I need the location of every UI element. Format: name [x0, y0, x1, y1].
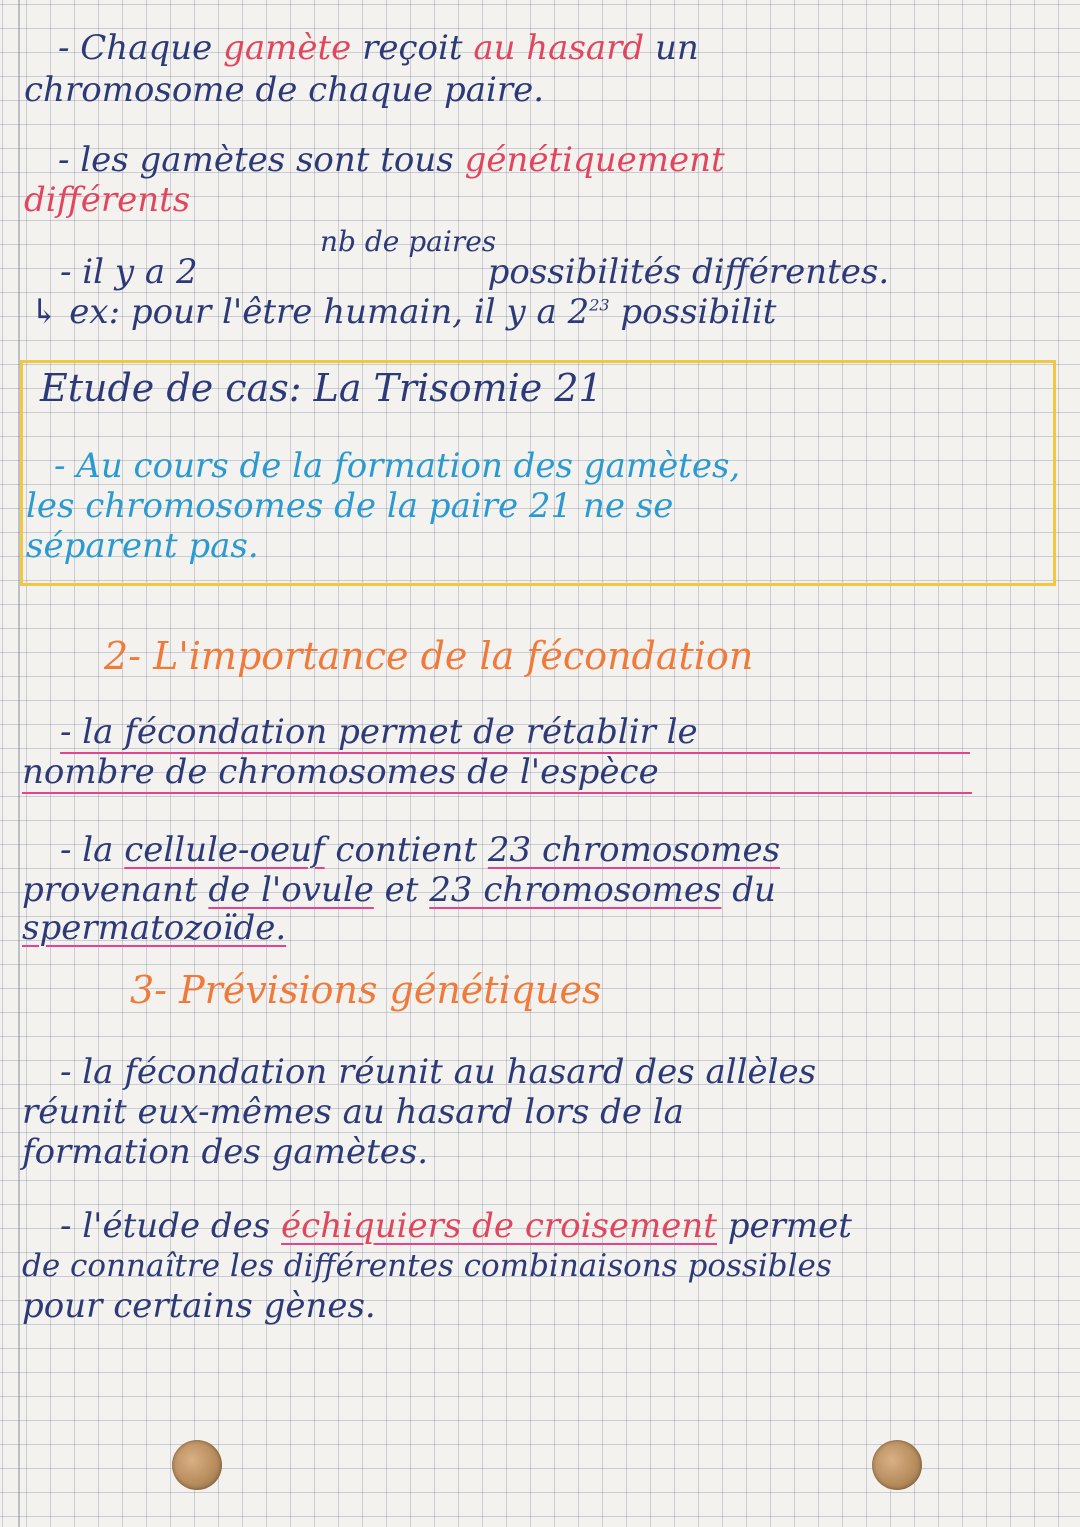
case-study-title: Etude de cas: La Trisomie 21	[40, 366, 603, 410]
case-study-line-2: les chromosomes de la paire 21 ne se	[26, 486, 674, 526]
note-keyword-gamete: gamète	[223, 28, 352, 68]
note-text: possibilités différentes.	[487, 252, 890, 292]
note-text: - les gamètes sont tous	[58, 140, 465, 180]
section-2-p2-line-3: spermatozoïde.	[22, 908, 287, 948]
section-3-p1-line-2: réunit eux-mêmes au hasard lors de la	[22, 1092, 684, 1132]
section-2-p2-line-1	[60, 830, 780, 870]
note-line-6	[30, 292, 776, 332]
case-study-line-1: - Au cours de la formation des gamètes,	[54, 446, 741, 486]
keyword-echiquiers: échiquiers de croisement	[281, 1206, 717, 1246]
note-exponent: 23	[589, 295, 610, 315]
section-2-p1-line-1: - la fécondation permet de rétablir le	[60, 712, 698, 752]
keyword-cellule-oeuf: cellule-oeuf	[124, 830, 325, 870]
note-text: - l'étude des	[60, 1206, 282, 1246]
note-line-4: différents	[24, 180, 191, 220]
note-text: reçoit	[351, 28, 474, 68]
note-text: possibilit	[609, 292, 777, 332]
section-3-p2-line-3: pour certains gènes.	[22, 1286, 376, 1326]
section-3-p1-line-3: formation des gamètes.	[22, 1132, 429, 1172]
keyword-23-chromosomes: 23 chromosomes	[487, 830, 781, 870]
note-text: - il y a 2	[60, 252, 198, 292]
section-3-p1-line-1: - la fécondation réunit au hasard des allèles	[60, 1052, 817, 1092]
keyword-23-chromosomes: 23 chromosomes	[429, 870, 722, 910]
note-text: - Chaque	[58, 28, 224, 68]
note-line-3	[58, 140, 725, 180]
keyword-ovule: de l'ovule	[208, 870, 374, 910]
note-text: permet	[716, 1206, 852, 1246]
note-line-1	[58, 28, 699, 68]
case-study-line-3: séparent pas.	[26, 526, 259, 566]
note-text: provenant	[22, 870, 209, 910]
section-3-heading: 3- Prévisions génétiques	[130, 968, 602, 1012]
note-text: du	[721, 870, 776, 910]
note-text: - la	[60, 830, 125, 870]
section-2-p2-line-2	[22, 870, 776, 910]
note-text: et	[373, 870, 430, 910]
section-3-p2-line-1	[60, 1206, 852, 1246]
section-2-heading: 2- L'importance de la fécondation	[104, 634, 754, 678]
note-keyword-genetiquement: génétiquement	[464, 140, 725, 180]
note-line-5	[60, 252, 889, 292]
binder-hole	[172, 1440, 222, 1490]
note-line-2: chromosome de chaque paire.	[24, 70, 545, 110]
note-text: un	[644, 28, 699, 68]
note-keyword-hasard: au hasard	[473, 28, 645, 68]
note-text: contient	[324, 830, 488, 870]
margin-line	[18, 0, 20, 1527]
section-3-p2-line-2: de connaître les différentes combinaisons possibles	[22, 1248, 832, 1284]
section-2-p1-line-2: nombre de chromosomes de l'espèce	[22, 752, 659, 792]
note-text: ↳ ex: pour l'être humain, il y a 2	[30, 292, 590, 332]
highlight-underline	[22, 792, 972, 794]
note-exponent-label: nb de paires	[320, 225, 497, 258]
binder-hole	[872, 1440, 922, 1490]
